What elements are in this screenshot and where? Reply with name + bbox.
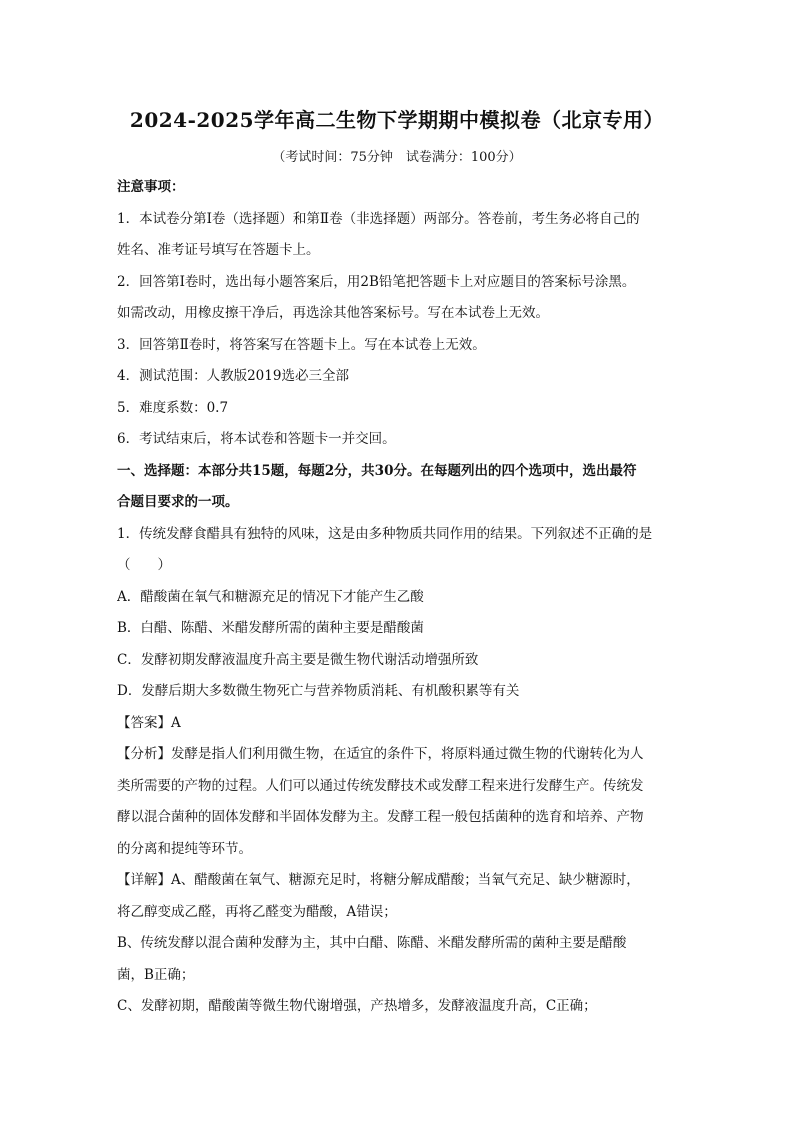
detail-line: B、传统发酵以混合菌种发酵为主，其中白醋、陈醋、米醋发酵所需的菌种主要是醋酸 [117, 935, 627, 951]
detail-line: 将乙醇变成乙醛，再将乙醛变为醋酸，A错误； [117, 903, 397, 920]
detail-line: 【详解】A、醋酸菌在氧气、糖源充足时，将糖分解成醋酸；当氧气充足、缺少糖源时， [117, 872, 640, 888]
note-line: 1．本试卷分第Ⅰ卷（选择题）和第Ⅱ卷（非选择题）两部分。答卷前，考生务必将自己的 [117, 210, 640, 227]
detail-line: 菌，B正确； [117, 966, 195, 983]
analysis-line: 的分离和提纯等环节。 [117, 840, 252, 857]
analysis-line: 【分析】发酵是指人们利用微生物，在适宜的条件下，将原料通过微生物的代谢转化为人 [117, 746, 644, 762]
page-title: 2024-2025学年高二生物下学期期中模拟卷（北京专用） [129, 108, 665, 132]
note-line: 姓名、准考证号填写在答题卡上。 [117, 242, 320, 258]
note-line: 4．测试范围：人教版2019选必三全部 [117, 368, 349, 384]
detail-line: C、发酵初期，醋酸菌等微生物代谢增强，产热增多，发酵液温度升高，C正确； [117, 998, 597, 1014]
answer: 【答案】A [117, 714, 181, 731]
note-line: 5．难度系数：0.7 [117, 399, 229, 416]
option-c: C．发酵初期发酵液温度升高主要是微生物代谢活动增强所致 [117, 651, 479, 668]
question-stem: 1．传统发酵食醋具有独特的风味，这是由多种物质共同作用的结果。下列叙述不正确的是 [117, 525, 653, 542]
notes-heading: 注意事项： [117, 179, 185, 195]
note-line: 如需改动，用橡皮擦干净后，再选涂其他答案标号。写在本试卷上无效。 [117, 305, 549, 321]
note-line: 2．回答第Ⅰ卷时，选出每小题答案后，用2B铅笔把答题卡上对应题目的答案标号涂黑。 [117, 273, 636, 290]
analysis-line: 酵以混合菌种的固体发酵和半固体发酵为主。发酵工程一般包括菌种的选育和培养、产物 [117, 809, 644, 825]
exam-info: （考试时间：75分钟 试卷满分：100分） [272, 150, 522, 165]
section-heading: 合题目要求的一项。 [117, 494, 239, 510]
question-stem: （ ） [117, 557, 171, 573]
option-d: D．发酵后期大多数微生物死亡与营养物质消耗、有机酸积累等有关 [117, 683, 520, 699]
option-b: B．白醋、陈醋、米醋发酵所需的菌种主要是醋酸菌 [117, 620, 424, 636]
exam-content [117, 172, 679, 1023]
note-line: 3．回答第Ⅱ卷时，将答案写在答题卡上。写在本试卷上无效。 [117, 336, 486, 353]
section-heading: 一、选择题：本部分共15题，每题2分，共30分。在每题列出的四个选项中，选出最符 [117, 462, 637, 479]
option-a: A．醋酸菌在氧气和糖源充足的情况下才能产生乙酸 [117, 588, 424, 605]
analysis-line: 类所需要的产物的过程。人们可以通过传统发酵技术或发酵工程来进行发酵生产。传统发 [117, 777, 644, 794]
note-line: 6．考试结束后，将本试卷和答题卡一并交回。 [117, 431, 396, 447]
